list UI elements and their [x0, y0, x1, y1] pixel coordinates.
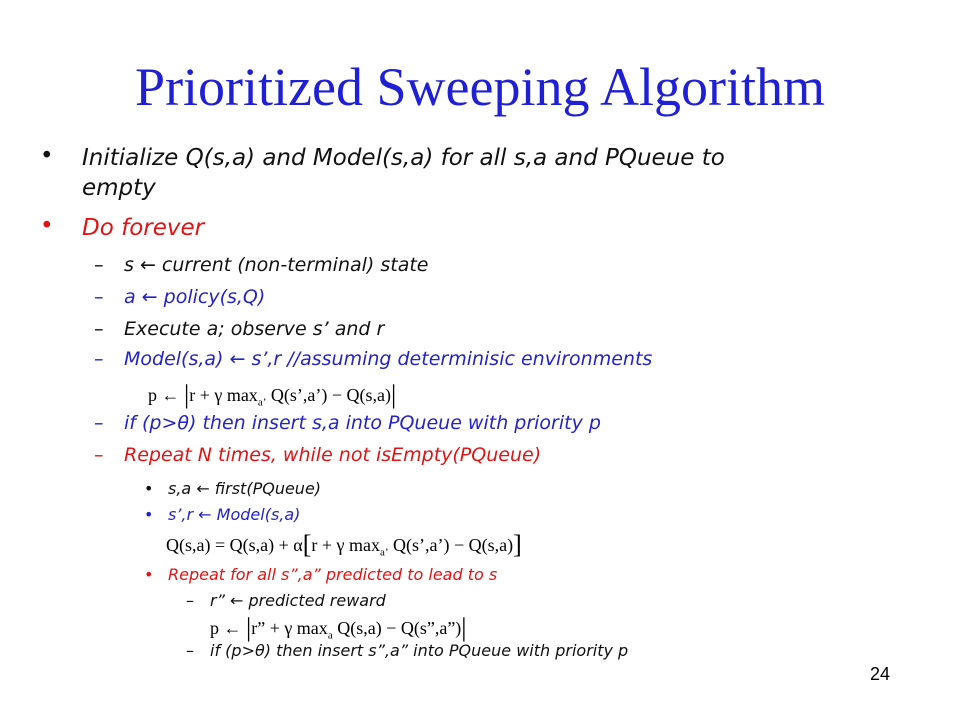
slide-title: Prioritized Sweeping Algorithm [135, 57, 825, 117]
step-execute: Execute a; observe s’ and r [124, 318, 385, 340]
step-policy: a ← policy(s,Q) [124, 286, 266, 308]
subsubstep-marker: – [186, 641, 194, 660]
step-marker: – [94, 444, 104, 466]
subsubstep-insert-pqueue: if (p>θ) then insert s”,a” into PQueue with priority p [210, 641, 629, 660]
substep-marker: • [144, 505, 154, 524]
substep-marker: • [144, 565, 154, 584]
formula-priority-1: p ← |r + γ $\max_{a’}$ Q(s’,a’) − Q(s,a)| [148, 380, 397, 409]
step-marker: – [94, 254, 104, 276]
step-insert-pqueue: if (p>θ) then insert s,a into PQueue with priority p [124, 412, 601, 434]
bullet-marker: • [40, 213, 54, 239]
bullet-marker: • [40, 143, 54, 169]
bullet-do-forever-text: Do forever [82, 215, 205, 241]
step-marker: – [94, 318, 104, 340]
step-marker: – [94, 412, 104, 434]
step-repeat-n: Repeat N times, while not isEmpty(PQueue) [124, 444, 542, 466]
formula-q-update: Q(s,a) = Q(s,a) + α[r + γ $\max_{a’}$ Q(s’,a’) − Q(s,a)] [166, 530, 522, 559]
subsubstep-marker: – [186, 591, 194, 610]
step-marker: – [94, 348, 104, 370]
substep-model-lookup: s’,r ← Model(s,a) [168, 505, 301, 524]
bullet-initialize-text-line1: Initialize Q(s,a) and Model(s,a) for all s,a and PQueue to [82, 145, 725, 171]
page-number: 24 [870, 664, 891, 684]
subsubstep-predicted-reward: r” ← predicted reward [210, 591, 386, 610]
step-current-state: s ← current (non-terminal) state [124, 254, 429, 276]
bullet-initialize-text-line2: empty [82, 175, 156, 201]
substep-marker: • [144, 479, 154, 498]
substep-repeat-predecessors: Repeat for all s”,a” predicted to lead to s [168, 565, 498, 584]
formula-priority-2: p ← |r” + γ $\max_a Q(s,a)$ − Q(s”,a”)| [210, 613, 467, 642]
substep-first-pqueue: s,a ← first(PQueue) [168, 479, 322, 498]
step-model-update: Model(s,a) ← s’,r //assuming determinisic environments [124, 348, 653, 370]
step-marker: – [94, 286, 104, 308]
